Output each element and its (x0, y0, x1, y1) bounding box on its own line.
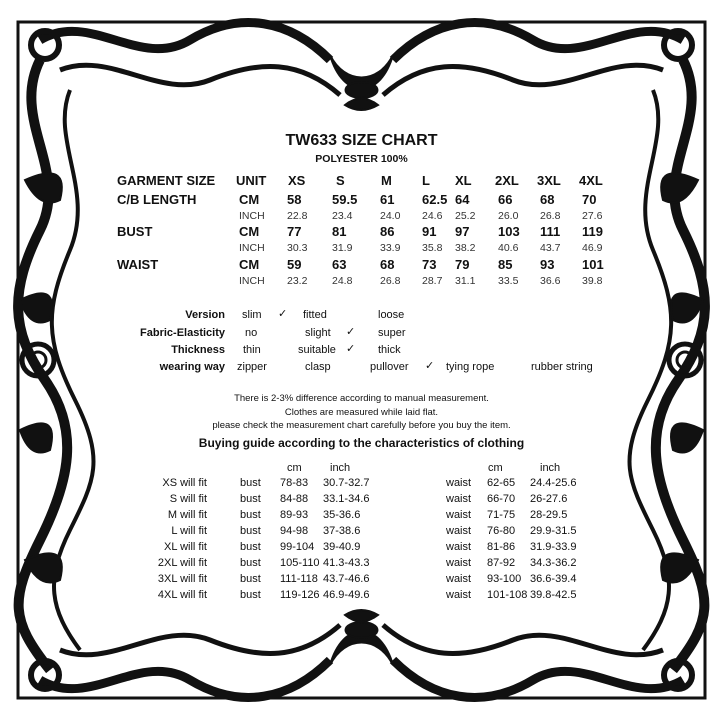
header-size-2xl: 2XL (495, 173, 519, 188)
guide-waist-inch: 24.4-25.6 (530, 477, 577, 489)
size-cm-value: 81 (332, 224, 347, 239)
guide-bust-inch: 30.7-32.7 (323, 477, 370, 489)
note-laid-flat: Clothes are measured while laid flat. (284, 407, 439, 418)
size-row-cm-unit: CM (239, 224, 260, 239)
size-cm-value: 63 (332, 257, 347, 272)
size-inch-value: 22.8 (287, 210, 308, 222)
guide-waist-inch: 29.9-31.5 (530, 525, 577, 537)
guide-bust-inch-header: inch (330, 462, 351, 474)
size-inch-value: 33.9 (380, 242, 401, 254)
guide-bust-inch: 33.1-34.6 (323, 493, 370, 505)
guide-bust-cm: 119-126 (280, 589, 320, 601)
size-inch-value: 23.2 (287, 275, 308, 287)
size-inch-value: 30.3 (287, 242, 308, 254)
size-inch-value: 27.6 (582, 210, 603, 222)
guide-waist-label: waist (446, 509, 472, 521)
guide-waist-label: waist (446, 525, 472, 537)
elasticity-super: super (378, 327, 406, 339)
header-size-s: S (336, 173, 345, 188)
size-inch-value: 24.6 (422, 210, 443, 222)
guide-bust-label: bust (240, 557, 261, 569)
size-inch-value: 26.8 (540, 210, 561, 222)
size-row-cm-unit: CM (239, 192, 260, 207)
size-inch-value: 24.0 (380, 210, 401, 222)
guide-size-label: S will fit (169, 493, 207, 505)
header-size-m: M (381, 173, 392, 188)
size-row-inch-unit: INCH (239, 242, 265, 254)
guide-size-label: 3XL will fit (157, 573, 207, 585)
guide-bust-label: bust (240, 509, 261, 521)
wearing-pullover: pullover (370, 361, 409, 373)
size-inch-value: 31.1 (455, 275, 476, 287)
guide-bust-inch: 37-38.6 (323, 525, 361, 537)
wearing-clasp: clasp (305, 361, 331, 373)
wearing-check: ✓ (425, 360, 435, 372)
thickness-label: Thickness (171, 344, 225, 356)
size-row-label: BUST (117, 224, 153, 239)
size-cm-value: 97 (455, 224, 470, 239)
size-inch-value: 38.2 (455, 242, 476, 254)
guide-bust-label: bust (240, 589, 261, 601)
size-cm-value: 85 (498, 257, 513, 272)
size-inch-value: 31.9 (332, 242, 353, 254)
guide-waist-label: waist (446, 589, 472, 601)
version-slim: slim (242, 309, 262, 321)
guide-bust-label: bust (240, 541, 261, 553)
size-cm-value: 119 (582, 224, 603, 239)
size-row-label: C/B LENGTH (117, 192, 197, 207)
guide-waist-inch: 26-27.6 (530, 493, 568, 505)
version-label: Version (185, 309, 225, 321)
size-cm-value: 58 (287, 192, 302, 207)
guide-waist-label: waist (446, 477, 472, 489)
header-size-l: L (422, 173, 430, 188)
size-inch-value: 36.6 (540, 275, 561, 287)
size-row-label: WAIST (117, 257, 159, 272)
wearing-rubber-string: rubber string (531, 361, 593, 373)
guide-bust-cm: 94-98 (280, 525, 309, 537)
chart-subtitle: POLYESTER 100% (315, 153, 408, 165)
guide-waist-label: waist (446, 493, 472, 505)
size-inch-value: 26.8 (380, 275, 401, 287)
guide-bust-cm: 84-88 (280, 493, 309, 505)
guide-bust-inch: 43.7-46.6 (323, 573, 370, 585)
size-cm-value: 62.5 (422, 192, 448, 207)
thickness-thin: thin (243, 344, 261, 356)
size-cm-value: 79 (455, 257, 470, 272)
version-check: ✓ (278, 308, 288, 320)
guide-bust-cm: 105-110 (280, 557, 320, 569)
guide-bust-label: bust (240, 573, 261, 585)
guide-bust-inch: 46.9-49.6 (323, 589, 370, 601)
guide-waist-cm: 62-65 (487, 477, 516, 489)
header-size-3xl: 3XL (537, 173, 561, 188)
size-cm-value: 70 (582, 192, 597, 207)
note-check-chart: please check the measurement chart carefully before you buy the item. (212, 420, 511, 431)
size-cm-value: 66 (498, 192, 513, 207)
elasticity-label: Fabric-Elasticity (140, 327, 225, 339)
guide-waist-inch: 34.3-36.2 (530, 557, 577, 569)
guide-bust-cm: 99-104 (280, 541, 315, 553)
size-inch-value: 39.8 (582, 275, 603, 287)
guide-waist-inch: 36.6-39.4 (530, 573, 577, 585)
guide-bust-cm-header: cm (287, 462, 302, 474)
header-unit: UNIT (236, 173, 267, 188)
size-cm-value: 73 (422, 257, 437, 272)
size-inch-value: 43.7 (540, 242, 561, 254)
size-cm-value: 86 (380, 224, 395, 239)
size-cm-value: 93 (540, 257, 555, 272)
size-inch-value: 28.7 (422, 275, 443, 287)
size-cm-value: 68 (540, 192, 555, 207)
size-cm-value: 64 (455, 192, 470, 207)
size-cm-value: 59 (287, 257, 302, 272)
guide-size-label: XS will fit (162, 477, 207, 489)
guide-waist-label: waist (446, 557, 472, 569)
chart-title: TW633 SIZE CHART (285, 132, 438, 149)
note-difference: There is 2-3% difference according to manual measurement. (234, 393, 489, 404)
size-inch-value: 46.9 (582, 242, 603, 254)
guide-waist-inch: 31.9-33.9 (530, 541, 577, 553)
elasticity-slight: slight (305, 327, 331, 339)
guide-waist-cm: 93-100 (487, 573, 522, 585)
size-inch-value: 23.4 (332, 210, 353, 222)
guide-size-label: 2XL will fit (157, 557, 207, 569)
guide-bust-inch: 39-40.9 (323, 541, 361, 553)
elasticity-no: no (245, 327, 258, 339)
guide-bust-cm: 78-83 (280, 477, 309, 489)
size-cm-value: 91 (422, 224, 437, 239)
guide-waist-cm: 71-75 (487, 509, 516, 521)
header-garment-size: GARMENT SIZE (117, 173, 216, 188)
guide-bust-label: bust (240, 525, 261, 537)
size-inch-value: 35.8 (422, 242, 443, 254)
guide-size-label: M will fit (167, 509, 207, 521)
guide-waist-inch-header: inch (540, 462, 561, 474)
size-inch-value: 33.5 (498, 275, 519, 287)
size-cm-value: 61 (380, 192, 395, 207)
size-inch-value: 25.2 (455, 210, 476, 222)
version-fitted: fitted (303, 309, 327, 321)
guide-bust-label: bust (240, 477, 261, 489)
guide-title: Buying guide according to the characteristics of clothing (198, 436, 525, 450)
guide-size-label: XL will fit (164, 541, 207, 553)
size-cm-value: 103 (498, 224, 520, 239)
guide-bust-cm: 111-118 (280, 573, 318, 585)
guide-waist-label: waist (446, 541, 472, 553)
guide-waist-cm-header: cm (488, 462, 503, 474)
wearing-label: wearing way (159, 361, 225, 373)
guide-bust-cm: 89-93 (280, 509, 309, 521)
size-row-cm-unit: CM (239, 257, 260, 272)
size-inch-value: 40.6 (498, 242, 519, 254)
guide-waist-inch: 28-29.5 (530, 509, 568, 521)
size-inch-value: 24.8 (332, 275, 353, 287)
guide-bust-inch: 35-36.6 (323, 509, 361, 521)
guide-waist-label: waist (446, 573, 472, 585)
guide-waist-cm: 101-108 (487, 589, 528, 601)
header-size-xs: XS (288, 173, 306, 188)
elasticity-check: ✓ (346, 326, 356, 338)
guide-bust-label: bust (240, 493, 261, 505)
guide-size-label: L will fit (171, 525, 207, 537)
wearing-zipper: zipper (237, 361, 267, 373)
header-size-4xl: 4XL (579, 173, 603, 188)
version-loose: loose (378, 309, 405, 321)
guide-waist-cm: 81-86 (487, 541, 516, 553)
thickness-thick: thick (378, 344, 401, 356)
thickness-check: ✓ (346, 343, 356, 355)
guide-bust-inch: 41.3-43.3 (323, 557, 370, 569)
guide-waist-cm: 76-80 (487, 525, 516, 537)
wearing-tying-rope: tying rope (446, 361, 495, 373)
thickness-suitable: suitable (298, 344, 336, 356)
guide-waist-cm: 87-92 (487, 557, 516, 569)
guide-waist-inch: 39.8-42.5 (530, 589, 577, 601)
size-inch-value: 26.0 (498, 210, 519, 222)
header-size-xl: XL (455, 173, 472, 188)
size-row-inch-unit: INCH (239, 275, 265, 287)
guide-size-label: 4XL will fit (157, 589, 207, 601)
size-cm-value: 68 (380, 257, 395, 272)
size-cm-value: 77 (287, 224, 302, 239)
guide-waist-cm: 66-70 (487, 493, 516, 505)
size-cm-value: 111 (540, 224, 561, 239)
size-cm-value: 101 (582, 257, 604, 272)
size-row-inch-unit: INCH (239, 210, 265, 222)
size-cm-value: 59.5 (332, 192, 358, 207)
